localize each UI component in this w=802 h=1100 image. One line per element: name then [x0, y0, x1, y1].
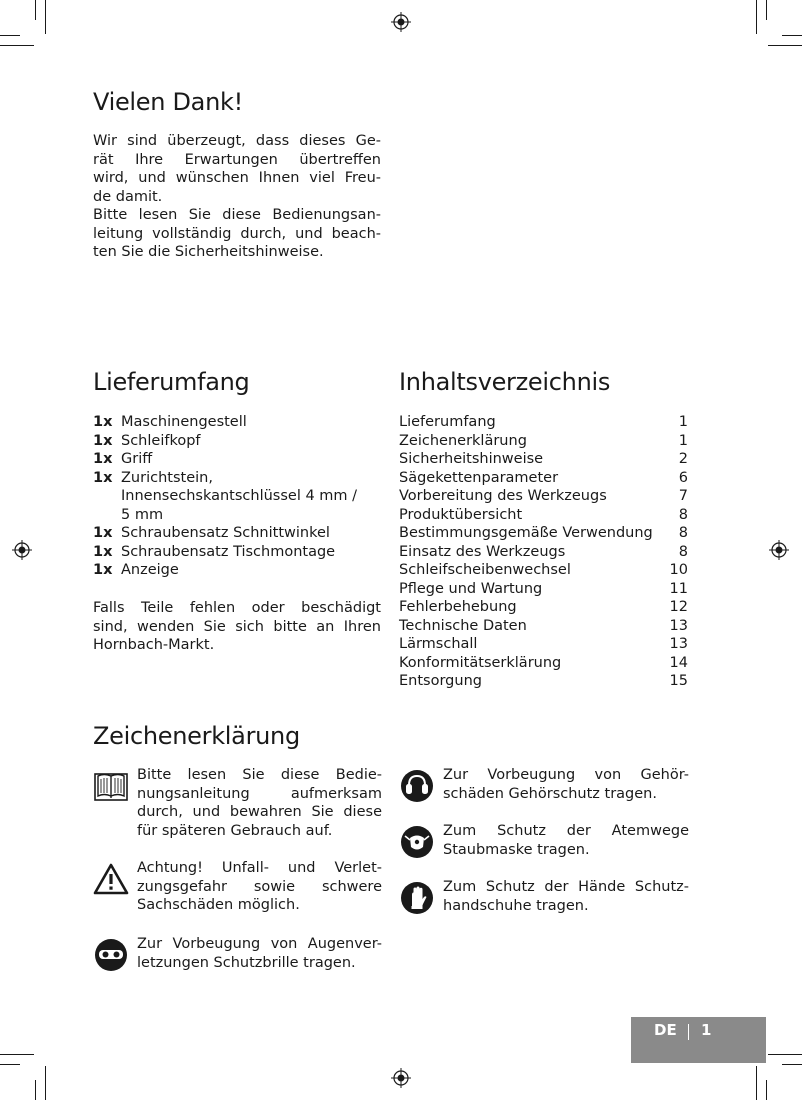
text-line: de damit. [93, 188, 163, 205]
text-line: Zum Schutz der Hände Schutz- [443, 879, 689, 895]
text-line: nungsanleitung aufmerksam [137, 785, 382, 802]
intro-title: Vielen Dank! [93, 88, 243, 116]
safety-goggles-icon [93, 937, 129, 973]
toc-entry-label: Pflege und Wartung [399, 580, 543, 597]
supply-qty: 1x [93, 414, 113, 430]
language-label: DE [654, 1021, 677, 1039]
crop-mark [0, 1054, 34, 1055]
toc-entry [399, 524, 688, 543]
text-line: Bitte lesen Sie diese Bedienungsan- [93, 207, 381, 223]
toc-entry [399, 561, 688, 580]
footer-divider [688, 1024, 689, 1040]
toc-entry-label: Vorbereitung des Werkzeugs [399, 488, 607, 504]
text-line: Zur Vorbeugung von Gehör- [443, 767, 689, 783]
registration-mark-icon [391, 12, 411, 32]
text-line: sind, wenden Sie sich bitte an Ihren [93, 618, 381, 635]
text-line: ten Sie die Sicherheitshinweise. [93, 244, 324, 260]
text-line: rät Ihre Erwartungen übertreffen [93, 151, 381, 168]
toc-entry-page: 10 [669, 562, 688, 578]
toc-entry [399, 672, 688, 691]
crop-mark [0, 45, 34, 46]
toc-entry-label: Schleifscheibenwechsel [399, 562, 571, 578]
text-line: Achtung! Unfall- und Verlet- [137, 860, 382, 876]
supply-qty: 1x [93, 543, 113, 560]
toc-entry-page: 8 [678, 506, 688, 523]
legend-item [399, 878, 689, 916]
legend-text [443, 878, 689, 916]
toc-entry-page: 6 [678, 469, 688, 486]
crop-mark [756, 0, 757, 34]
supply-qty: 1x [93, 451, 113, 467]
registration-mark-icon [391, 1068, 411, 1088]
supply-qty: 1x [93, 562, 113, 578]
legend-item [93, 766, 382, 840]
page-number: 1 [701, 1021, 712, 1039]
crop-mark [782, 1064, 802, 1065]
list-item [93, 487, 383, 506]
text-line: für späteren Gebrauch auf. [137, 822, 333, 839]
legend-text [137, 859, 382, 915]
supply-qty [93, 487, 121, 506]
legend-item [399, 766, 689, 804]
text-line: handschuhe tragen. [443, 897, 589, 914]
page-footer [631, 1017, 766, 1063]
supply-qty: 1x [93, 432, 113, 449]
list-item [93, 561, 383, 580]
toc-entry [399, 487, 688, 506]
list-item [93, 432, 383, 451]
toc-entry-page: 2 [678, 451, 688, 467]
registration-mark-icon [12, 540, 32, 560]
supply-item-label: Schraubensatz Schnittwinkel [121, 525, 330, 541]
toc-entry-label: Technische Daten [399, 617, 527, 634]
toc-entry [399, 580, 688, 599]
toc-entry-label: Sicherheitshinweise [399, 451, 544, 467]
list-item [93, 524, 383, 543]
crop-mark [768, 45, 802, 46]
toc-entry-page: 15 [669, 673, 688, 689]
legend-text [137, 766, 382, 840]
text-line: Wir sind überzeugt, dass dieses Ge- [93, 133, 381, 149]
toc-entry [399, 617, 688, 636]
warning-triangle-icon [93, 861, 129, 897]
toc-entry-page: 1 [678, 414, 688, 430]
toc-entry-page: 14 [669, 654, 688, 671]
toc-entry-page: 8 [678, 543, 688, 560]
supply-item-label: Anzeige [121, 562, 179, 578]
toc-entry-label: Entsorgung [399, 673, 482, 689]
supply-qty: 1x [93, 525, 113, 541]
legend-title: Zeichenerklärung [93, 722, 300, 750]
toc-entry-page: 13 [669, 617, 688, 634]
supply-title: Lieferumfang [93, 368, 250, 396]
supply-note [93, 599, 381, 655]
text-line: schäden Gehörschutz tragen. [443, 785, 657, 802]
supply-item-label: Schleifkopf [121, 432, 201, 449]
text-line: Hornbach-Markt. [93, 637, 215, 653]
supply-list [93, 413, 383, 580]
ear-protection-icon [399, 768, 435, 804]
crop-mark [0, 35, 20, 36]
text-line: Sachschäden möglich. [137, 897, 300, 913]
supply-item-label: Schraubensatz Tischmontage [121, 543, 336, 560]
supply-item-label: Innensechskantschlüssel 4 mm / [121, 488, 358, 504]
toc-entry-label: Zeichenerklärung [399, 432, 527, 449]
toc-entry [399, 413, 688, 432]
crop-mark [766, 0, 767, 20]
crop-mark [35, 0, 36, 20]
toc-entry [399, 543, 688, 562]
supply-qty [93, 506, 121, 525]
text-line: Zum Schutz der Atemwege [443, 823, 689, 839]
toc-entry-label: Einsatz des Werkzeugs [399, 543, 566, 560]
crop-mark [0, 1064, 20, 1065]
list-item [93, 450, 383, 469]
toc-entry-label: Produktübersicht [399, 506, 523, 523]
toc-entry-label: Lieferumfang [399, 414, 496, 430]
supply-item-label: Maschinengestell [121, 414, 247, 430]
toc-entry-page: 1 [678, 432, 688, 449]
crop-mark [45, 0, 46, 34]
table-of-contents [399, 413, 688, 691]
toc-entry-label: Bestimmungsgemäße Verwendung [399, 525, 653, 541]
text-line: letzungen Schutzbrille tragen. [137, 954, 356, 971]
list-item [93, 413, 383, 432]
toc-entry-label: Konformitätserklärung [399, 654, 562, 671]
legend-item [93, 859, 382, 915]
text-line: Bitte lesen Sie diese Bedie- [137, 767, 382, 783]
crop-mark [768, 1054, 802, 1055]
text-line: Zur Vorbeugung von Augenver- [137, 936, 382, 952]
toc-title: Inhaltsverzeichnis [399, 368, 611, 396]
dust-mask-icon [399, 824, 435, 860]
toc-entry [399, 432, 688, 451]
supply-item-label: 5 mm [121, 506, 164, 523]
list-item [93, 506, 383, 525]
toc-entry [399, 450, 688, 469]
legend-text [137, 935, 382, 973]
supply-qty: 1x [93, 469, 113, 486]
toc-entry-label: Lärmschall [399, 636, 478, 652]
legend-text [443, 822, 689, 860]
toc-entry-page: 7 [678, 488, 688, 504]
supply-item-label: Zurichtstein, [121, 469, 213, 486]
toc-entry-page: 11 [669, 580, 688, 597]
toc-entry-label: Fehlerbehebung [399, 599, 517, 615]
crop-mark [45, 1066, 46, 1100]
toc-entry-page: 12 [669, 599, 688, 615]
manual-book-icon [93, 768, 129, 804]
text-line: durch, und bewahren Sie diese [137, 804, 382, 820]
text-line: zungsgefahr sowie schwere [137, 878, 382, 895]
toc-entry [399, 635, 688, 654]
crop-mark [756, 1066, 757, 1100]
registration-mark-icon [769, 540, 789, 560]
toc-entry-page: 8 [678, 525, 688, 541]
list-item [93, 543, 383, 562]
toc-entry [399, 506, 688, 525]
text-line: leitung vollständig durch, und beach- [93, 225, 381, 242]
crop-mark [766, 1080, 767, 1100]
text-line: Staubmaske tragen. [443, 841, 590, 858]
supply-item-label: Griff [121, 451, 153, 467]
toc-entry [399, 654, 688, 673]
toc-entry-page: 13 [669, 636, 688, 652]
list-item [93, 469, 383, 488]
crop-mark [35, 1080, 36, 1100]
toc-entry-label: Sägekettenparameter [399, 469, 559, 486]
toc-entry [399, 598, 688, 617]
crop-mark [782, 35, 802, 36]
gloves-icon [399, 880, 435, 916]
legend-text [443, 766, 689, 804]
legend-item [399, 822, 689, 860]
text-line: wird, und wünschen Ihnen viel Freu- [93, 170, 381, 186]
intro-paragraph [93, 132, 381, 262]
toc-entry [399, 469, 688, 488]
legend-item [93, 935, 382, 973]
text-line: Falls Teile fehlen oder beschädigt [93, 600, 381, 616]
